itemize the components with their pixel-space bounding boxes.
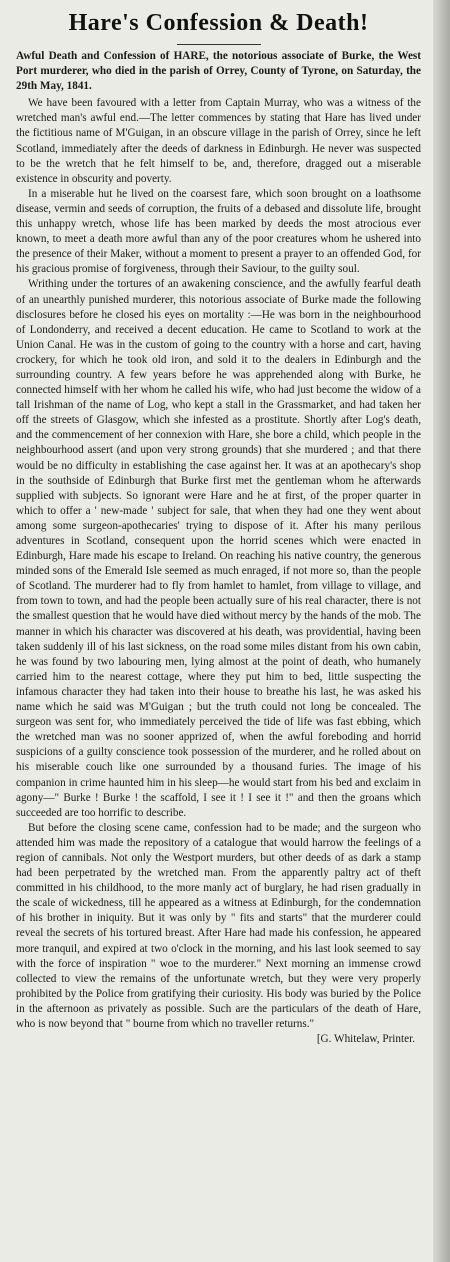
- printer-imprint: [G. Whitelaw, Printer.: [316, 1033, 415, 1046]
- paper-edge: [433, 0, 450, 1262]
- title-rule: [177, 44, 261, 45]
- body-paragraph-4: But before the closing scene came, confession had to be made; and the surgeon who attended him was made the repository of a catalogue that would harrow the feelings of a region of cannibals. Not only the Westport murders, but other deeds of as dark a stamp had been perpetrated by the wretched man. From the apparently paltry act of theft committed in his childhood, to the more manly act of burglary, he had risen gradually in the scale of wickedness, till he appeared as a witness at Edinburgh, for the condemnation of his brother in iniquity. But it was only by " fits and starts" that the murderer could reveal the secrets of his tortured breast. After Hare had made his confession, he appeared more tranquil, and expired at two o'clock in the morning, and his last look seemed to say with the force of inspiration " woe to the murderer." Next morning an immense crowd collected to view the remains of the unfortunate wretch, but they were very properly prohibited by the Police from gratifying their curiosity. His body was buried by the Police in the afternoon as privately as possible. Such are the particulars of the death of Hare, who is now beyond that " bourne from which no traveller returns.": [16, 821, 421, 1030]
- intro-paragraph: Awful Death and Confession of HARE, the notorious associate of Burke, the West Port murderer, who died in the parish of Orrey, County of Tyrone, on Saturday, the 29th May, 1841.: [16, 50, 421, 93]
- body-paragraph-2: In a miserable hut he lived on the coarsest fare, which soon brought on a loathsome disease, vermin and seeds of corruption, the fruits of a debased and dissolute life, brought this unhappy wretch, whose life has been marked by deeds the most atrocious ever known, to meet a death more awful than any of the poor creatures whom he ushered into the presence of their Maker, without a moment to present a prayer to an offended God, for his gracious promise of forgiveness, through their Saviour, to the guilty soul.: [16, 187, 421, 276]
- document-title: Hare's Confession & Death!: [68, 10, 369, 36]
- body-paragraph-1: We have been favoured with a letter from Captain Murray, who was a witness of the wretched man's awful end.—The letter commences by stating that Hare has lived under the fictitious name of M'Guigan, in an obscure village in the parish of Orrey, since he left Scotland, immediately after the deeds of darkness in Edinburgh. He never was suspected to be the wretch that he felt himself to be, and, therefore, dragged out a miserable existence in obscurity and poverty.: [16, 97, 421, 185]
- body-paragraph-3: Writhing under the tortures of an awakening conscience, and the awfully fearful death of an unearthly punished murderer, this notorious associate of Burke made the following disclosures before he closed his eyes on mortality :—He was born in the neighbourhood of Londonderry, and received a decent education. He came to Scotland to work at the Union Canal. He was in the custom of going to the country with a horse and cart, having crockery, for which he took old iron, and sold it to the dealers in Edinburgh and the surrounding country. A few years before he was apprehended along with Burke, he connected himself with her whom he called his wife, who had just become the widow of a tall Irishman of the name of Log, who kept a stall in the Grassmarket, and had taken her off the streets of Glasgow, which she infested as a prostitute. Shortly after Log's death, and the commencement of her connexion with Hare, she bore a child, which people in the neighbourhood assert (and upon very strong grounds) that she murdered ; and that there would be no difficulty in establishing the case against her. It was at an apothecary's shop in the southside of Edinburgh that Burke first met the gentleman whom he afterwards supplied with subjects. So ignorant were Hare and he at first, of the proper quarter in which to offer a ' new-made ' subject for sale, that when they had one they went about among some surgeon-apothecaries' trying to dispose of it. After his many perilous adventures in Scotland, consequent upon the horrid scenes which were enacted in Edinburgh, Hare made his escape to Ireland. On reaching his native country, the generous minded sons of the Emerald Isle seemed as much enraged, if not more so, than the people of Scotland. The murderer had to fly from hamlet to hamlet, from village to village, and from town to town, and had the people been actually sure of his real character, there is not the smallest question that he would have died without mercy by the hands of the mob. The manner in which his character was discovered at his death, was providential, having been taken suddenly ill of his last sickness, on the road some miles distant from his own cabin, he was found by two labouring men, lying almost at the point of death, who humanely carried him to the nearest cottage, where they put him to bed, little suspecting the infamous character they had taken into their house to breathe his last, he was asked his name which he said was M'Guigan ; but the truth could not long be concealed. The surgeon was sent for, who immediately perceived the tide of life was fast ebbing, which the wretched man was no sooner apprized of, when the awful foreboding and horrid suspicions of a guilty conscience took possession of the murderer, and he rolled about on his miserable couch like one surrounded by a thousand furies. The image of his companion in crime haunted him in his sleep—he would start from his bed and exclaim in agony—" Burke ! Burke ! the scaffold, I see it ! I see it !" and then the groans which succeeded are too horrific to describe.: [16, 278, 421, 819]
